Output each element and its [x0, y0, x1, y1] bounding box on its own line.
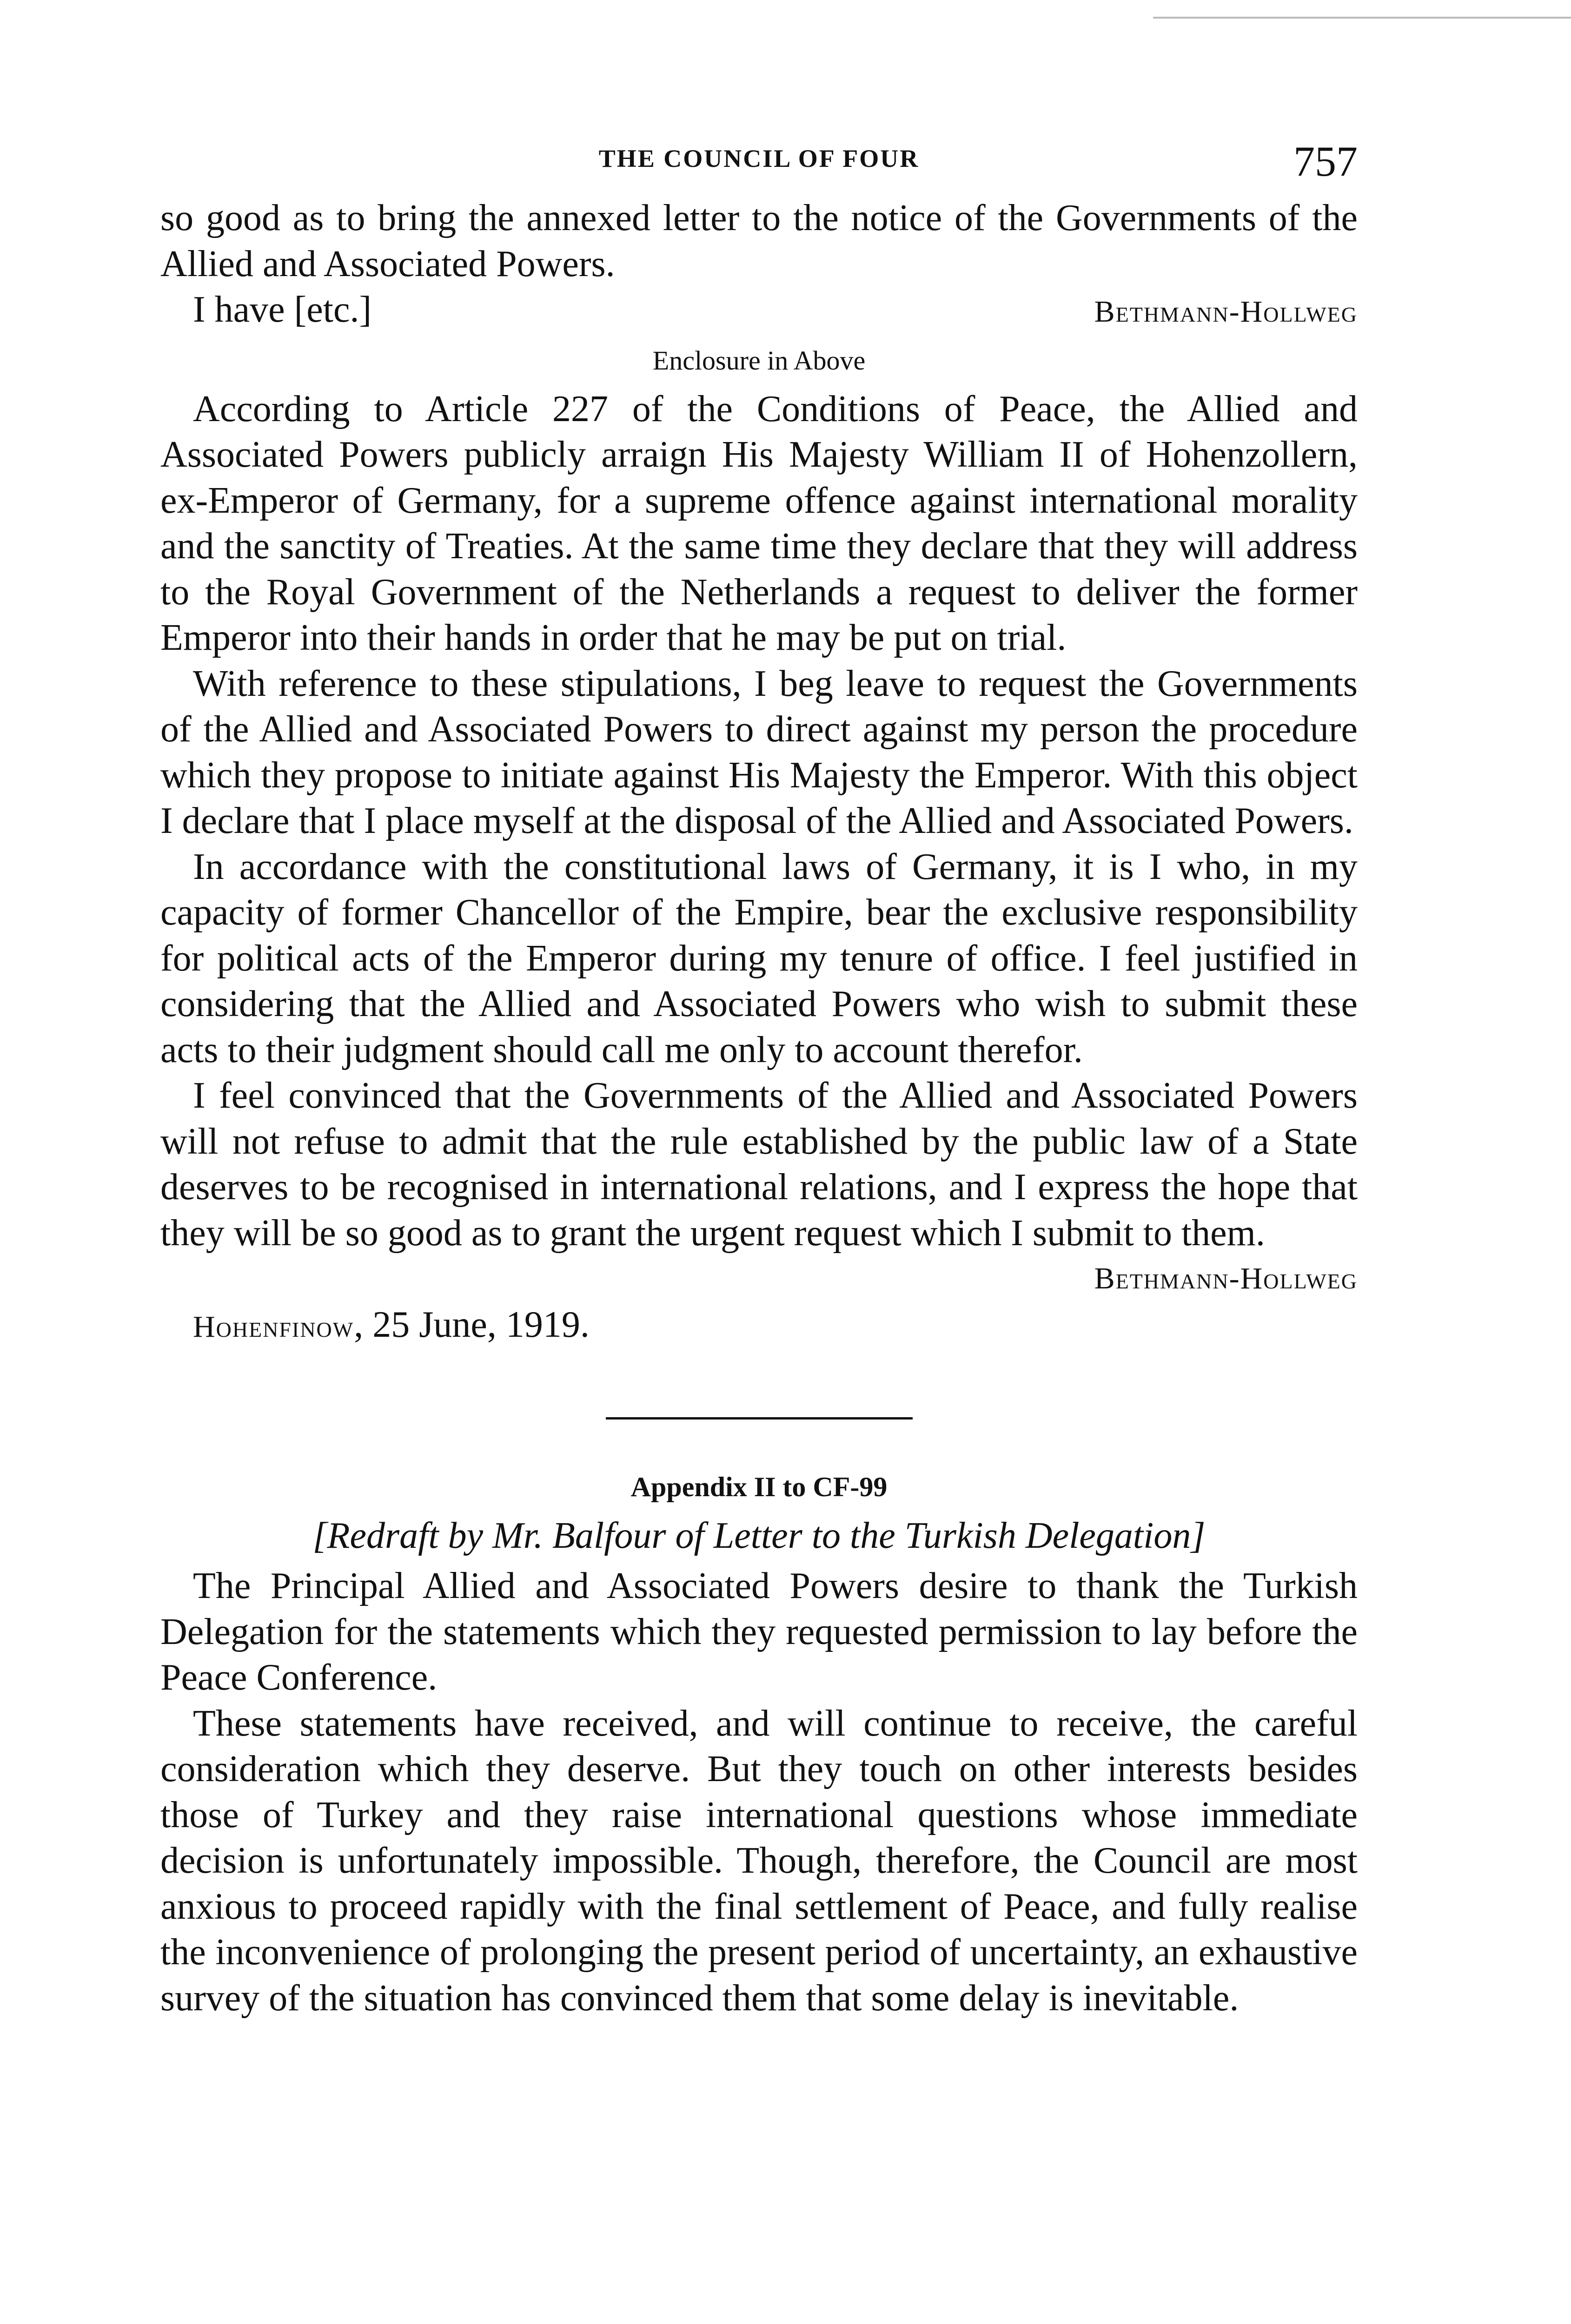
enclosure-paragraph-2: With reference to these stipulations, I beg leave to request the Governments of the Allied and Associated Powers to direct against my person the procedure which they propose to initiate against His Majesty the Emperor. With this object I declare that I place myself at the disposal of the Allied and Associated Powers. [160, 663, 1358, 841]
enclosure-paragraph-4: I feel convinced that the Governments of the Allied and Associated Powers will not refuse to admit that the rule established by the public law of a State deserves to be recognised in international relations, and I express the hope that they will be so good as to grant the urgent request which I submit to them. [160, 1075, 1358, 1254]
appendix-editorial-note: [Redraft by Mr. Balfour of Letter to the Turkish Delegation] [312, 1515, 1206, 1556]
appendix-paragraph-1: The Principal Allied and Associated Powers desire to thank the Turkish Delegation for the statements which they requested permission to lay before the Peace Conference. [160, 1565, 1358, 1698]
place-name: Hohenfinow [193, 1309, 354, 1344]
scan-edge-rule [1153, 17, 1571, 19]
running-head: THE COUNCIL OF FOUR [598, 145, 920, 172]
appendix-title: Appendix II to CF-99 [630, 1472, 888, 1502]
enclosure-signature: Bethmann-Hollweg [1094, 1261, 1358, 1295]
letter-signature: Bethmann-Hollweg [1094, 295, 1358, 329]
section-divider [606, 1417, 913, 1419]
page-header [160, 139, 1358, 195]
letter-date: , 25 June, 1919. [354, 1304, 590, 1345]
letter-opening-paragraph: so good as to bring the annexed letter to the notice of the Governments of the Allied and Associated Powers. [160, 198, 1358, 284]
appendix-paragraph-2: These statements have received, and will continue to receive, the careful consideration which they deserve. But they touch on other interests besides those of Turkey and they raise international questions whose immediate decision is unfortunately impossible. Though, therefore, the Council are most anxious to proceed rapidly with the final settlement of Peace, and fully realise the inconvenience of prolonging the present period of uncertainty, an exhaustive survey of the situation has convinced them that some delay is inevitable. [160, 1703, 1358, 2019]
place-date-line [160, 1302, 1358, 1350]
enclosure-paragraph-3: In accordance with the constitutional laws of Germany, it is I who, in my capacity of former Chancellor of the Empire, bear the exclusive responsibility for political acts of the Emperor during my tenure of office. I feel justified in considering that the Allied and Associated Powers who wish to submit these acts to their judgment should call me only to account therefor. [160, 846, 1358, 1070]
letter-closing: I have [etc.] [193, 289, 372, 330]
enclosure-paragraph-1: According to Article 227 of the Conditions of Peace, the Allied and Associated Powers publicly arraign His Majesty William II of Hohenzollern, ex-Emperor of Germany, for a supreme offence against international morality and the sanctity of Treaties. At the same time they declare that they will address to the Royal Government of the Netherlands a request to deliver the former Emperor into their hands in order that he may be put on trial. [160, 388, 1358, 658]
document-page [160, 139, 1358, 2021]
letter-closing-line [160, 287, 1358, 335]
page-number: 757 [1293, 138, 1358, 185]
enclosure-heading: Enclosure in Above [652, 345, 866, 376]
